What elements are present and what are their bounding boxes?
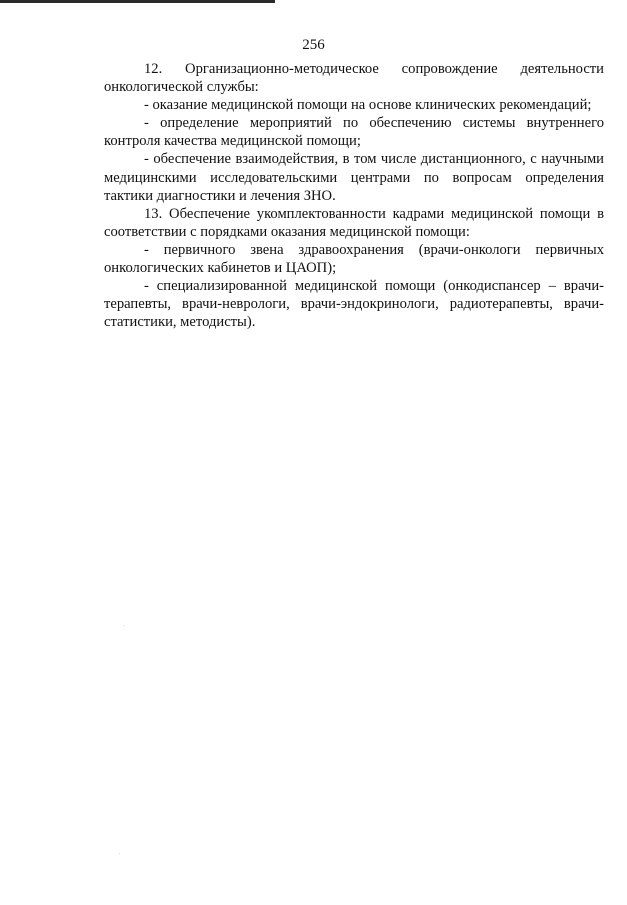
section-13-item-2: - специализированной медицинской помощи (онкодиспансер – врачи-терапевты, врачи-неврологи, врачи-эндокринологи, радиотерапевты, врачи-статистики, методисты). xyxy=(104,278,604,331)
section-12-item-3: - обеспечение взаимодействия, в том числе дистанционного, с научными медицинскими исследовательскими центрами по вопросам определения тактики диагностики и лечения ЗНО. xyxy=(104,151,604,204)
section-12-item-1: - оказание медицинской помощи на основе клинических рекомендаций; xyxy=(144,97,592,114)
scan-speck xyxy=(119,853,120,854)
scan-speck xyxy=(123,625,124,626)
top-scan-rule xyxy=(0,0,275,3)
page-number: 256 xyxy=(302,37,325,53)
section-12-item-2: - определение мероприятий по обеспечению системы внутреннего контроля качества медицинской помощи; xyxy=(104,115,604,150)
document-body xyxy=(104,60,604,331)
section-13-item-1: - первичного звена здравоохранения (врачи-онкологи первичных онкологических кабинетов и ЦАОП); xyxy=(104,241,604,277)
section-13-heading: 13. Обеспечение укомплектованности кадрами медицинской помощи в соответствии с порядками оказания медицинской помощи: xyxy=(104,205,604,240)
section-12-heading: 12. Организационно-методическое сопровождение деятельности онкологической службы: xyxy=(104,61,604,96)
